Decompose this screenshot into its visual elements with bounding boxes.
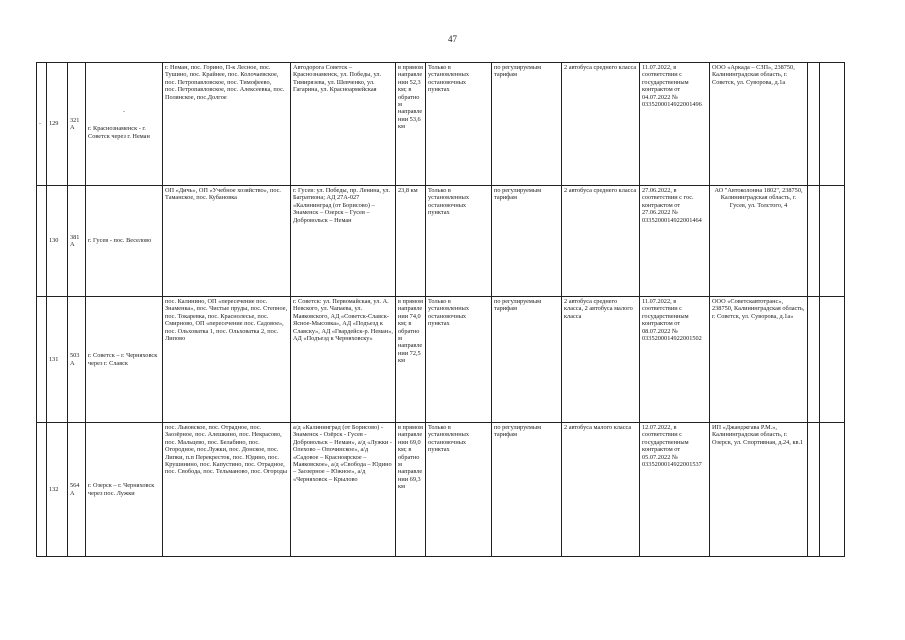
- stops-list: г. Неман, пос. Горино, П-к Лесное, пос. Тушино, пос. Крайнее, пос. Колочаевское, пос. Петропавловское, пос. Тимофеево, пос. Петропавловское, пос. Алексеевка, пос. Полянское, пос.Долгое: [163, 63, 291, 186]
- stop-mode: Только в установленных остановочных пунктах: [426, 423, 492, 557]
- blank-cell: [37, 297, 47, 423]
- stops-list: пос. Калинино, ОП «пересечение пос. Знаменка», пос. Чистые пруды, пос. Степное, пос. Токаревка, пос. Краснолесье, пос. Смирново, ОП «пересечение пос. Садовое», пос. Ольховатка 1, пос. Ольховатка 2, пос. Липово: [163, 297, 291, 423]
- streets-list: а/д «Калининград (от Борисово) - Знаменск - Озёрск - Гусев - Добровольск – Неман», а/д «Лужки - Олехово – Опочинское», а/д «Садовое – Красноярское – Маяковское», а/д «Свобода – Юдино – Заозерное – Южное», а/д «Черняховск – Крылово: [291, 423, 396, 557]
- route-length: в прямом направлении 69,0 км; в обратном направлении 69,3 км: [396, 423, 426, 557]
- route-length: в прямом направлении 52,3 км; в обратном направлении 53,6 км: [396, 63, 426, 186]
- table-row: [37, 63, 845, 186]
- route-length: 23,8 км: [396, 186, 426, 297]
- vehicle-info: 2 автобуса среднего класса: [562, 186, 640, 297]
- empty-cell: [820, 63, 845, 186]
- route-number: 381 А: [68, 186, 86, 297]
- route-name: [86, 63, 163, 186]
- vehicle-info: 2 автобуса малого класса: [562, 423, 640, 557]
- contract-info: 11.07.2022, в соответствии с государственным контрактом от 08.07.2022 № 0335200014922001502: [640, 297, 710, 423]
- vehicle-info: 2 автобуса среднего класса: [562, 63, 640, 186]
- page-number: 47: [448, 34, 457, 44]
- table-row: [37, 297, 845, 423]
- blank-cell: [37, 63, 47, 186]
- empty-cell: [808, 63, 820, 186]
- streets-list: г. Советск: ул. Первомайская, ул. А. Невского, ул. Чапаева, ул. Маяковского, АД «Советск-Славск-Ясное-Мысовка», АД «Подъезд к Славску», АД «Гвардейск-р. Неман», АД «Подъезд к Черняховску»: [291, 297, 396, 423]
- row-number: 130: [47, 186, 68, 297]
- empty-cell: [808, 297, 820, 423]
- stops-list: пос. Львовское, пос. Отрадное, пос. Заозёрное, пос. Алешкино, пос. Некрасово, пос. Мальцево, пос. Белабино, пос. Огородное, пос.Лужки, пос. Донское, пос. Липки, п.п Перекресток, пос. Юдино, пос. Крушинино, пос. Капустино, пос. Отрадное, пос. Свобода, пос. Тельманово, пос. Огороды: [163, 423, 291, 557]
- table-row: [37, 186, 845, 297]
- route-name: г. Советск – г. Черняховск через г. Славск: [86, 297, 163, 423]
- empty-cell: [808, 186, 820, 297]
- contract-info: 11.07.2022, в соответствии с государственным контрактом от 04.07.2022 № 0335200014922001496: [640, 63, 710, 186]
- blank-cell: [37, 423, 47, 557]
- route-number: 321 А: [68, 63, 86, 186]
- continuation-mark: -: [39, 120, 42, 128]
- blank-cell: [37, 186, 47, 297]
- tariff-type: по регулируемым тарифам: [492, 63, 562, 186]
- continuation-mark: -: [122, 107, 126, 115]
- streets-list: Автодорога Советск – Краснознаменск, ул. Победы, ул. Тимирязева, ул. Шевченко, ул. Гагарина, ул. Красноармейская: [291, 63, 396, 186]
- tariff-type: по регулируемым тарифам: [492, 297, 562, 423]
- stop-mode: Только в установленных остановочных пунктах: [426, 186, 492, 297]
- table-row: [37, 423, 845, 557]
- route-name: г. Гусев - пос. Веселово: [86, 186, 163, 297]
- route-name-text: г. Краснознаменск - г. Советск через г. Неман: [88, 125, 150, 140]
- tariff-type: по регулируемым тарифам: [492, 186, 562, 297]
- carrier-info: ИП «Джанджгава Р.М.», Калининградская область, г. Озерск, ул. Спортивная, д.24, кв.1: [710, 423, 808, 557]
- row-number: 129: [47, 63, 68, 186]
- row-number: 132: [47, 423, 68, 557]
- contract-info: 27.06.2022, в соответствии с гос. контрактом от 27.06.2022 № 0335200014922001464: [640, 186, 710, 297]
- route-number: 503 А: [68, 297, 86, 423]
- stops-list: ОП «Дичь», ОП «Учебное хозяйство», пос. Таманское, пос. Кубановка: [163, 186, 291, 297]
- empty-cell: [820, 186, 845, 297]
- stop-mode: Только в установленных остановочных пунктах: [426, 63, 492, 186]
- empty-cell: [820, 423, 845, 557]
- contract-info: 12.07.2022, в соответствии с государственным контрактом от 05.07.2022 № 0335200014922001537: [640, 423, 710, 557]
- empty-cell: [808, 423, 820, 557]
- stop-mode: Только в установленных остановочных пунктах: [426, 297, 492, 423]
- carrier-info: ООО «Советскавтотранс», 238750, Калининградская область, г. Советск, ул. Суворова, д.1а»: [710, 297, 808, 423]
- carrier-info: АО "Автоколонна 1802", 238750, Калининградская область, г. Гусев, ул. Толстого, 4: [710, 186, 808, 297]
- route-length: в прямом направлении 74,0 км; в обратном направлении 72,5 км: [396, 297, 426, 423]
- vehicle-info: 2 автобуса среднего класса, 2 автобуса малого класса: [562, 297, 640, 423]
- tariff-type: по регулируемым тарифам: [492, 423, 562, 557]
- route-name: г. Озерск – г. Черняховск через пос. Лужки: [86, 423, 163, 557]
- routes-table: [36, 62, 844, 556]
- empty-cell: [820, 297, 845, 423]
- carrier-info: ООО «Аркада – СЗП», 238750, Калининградская область, г. Советск, ул. Суворова, д.1а: [710, 63, 808, 186]
- streets-list: г. Гусев: ул. Победы, пр. Ленина, ул. Багратиона; АД 27А-027 «Калининград (от Борисово) – Знаменск – Озерск – Гусев – Добровольск – Неман: [291, 186, 396, 297]
- route-number: 564 А: [68, 423, 86, 557]
- row-number: 131: [47, 297, 68, 423]
